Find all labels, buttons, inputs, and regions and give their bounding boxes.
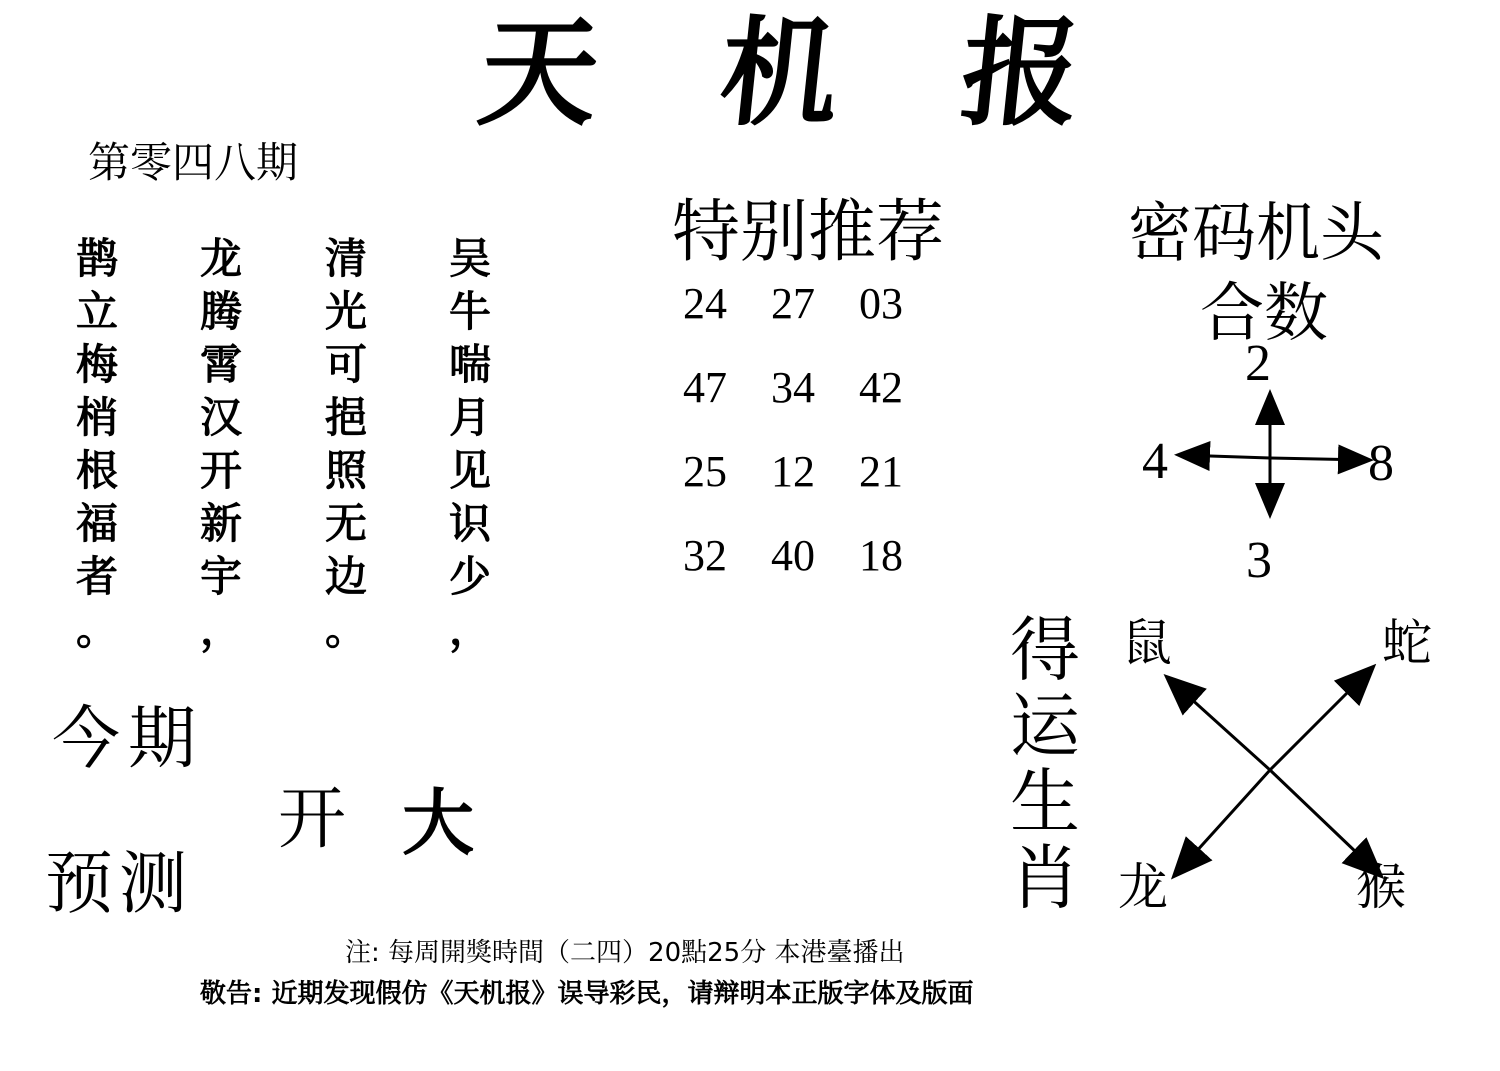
code-number-top: 2 — [1245, 335, 1271, 392]
poem-char: 腾 — [199, 287, 242, 336]
issue-number: 第零四八期 — [88, 138, 299, 187]
predict-label: 预测 — [45, 845, 194, 924]
poem-char: 边 — [324, 552, 367, 601]
arrow-up-right-icon — [1270, 668, 1372, 770]
newspaper-title — [472, 3, 1088, 142]
poem-column-1 — [62, 232, 132, 656]
zodiac-title — [1005, 609, 1085, 919]
code-head-title: 密码机头 — [1128, 197, 1384, 271]
recommend-number: 47 — [683, 363, 727, 412]
zodiac-dragon: 龙 — [1118, 858, 1168, 916]
poem-char: 月 — [448, 393, 491, 442]
poem-char: 可 — [324, 340, 367, 389]
recommend-number: 32 — [683, 531, 727, 580]
arrow-right-icon — [1270, 458, 1368, 460]
poem-char: 无 — [324, 499, 367, 548]
title-char-1: 天 — [472, 3, 606, 142]
recommend-numbers — [683, 280, 947, 580]
recommend-number: 12 — [771, 447, 815, 496]
arrow-up-left-icon — [1168, 678, 1270, 770]
poem-char: 者 — [75, 552, 118, 601]
poem-char: 立 — [75, 287, 118, 336]
zodiac-title-char: 肖 — [1010, 837, 1080, 919]
poem-column-4 — [435, 232, 505, 656]
poem-char: 霄 — [199, 340, 242, 389]
poem-char: 少 — [448, 552, 491, 601]
poem-char: ， — [199, 605, 242, 654]
poem-char: 。 — [324, 605, 367, 654]
poem-char: 见 — [448, 446, 491, 495]
poem-char: 清 — [324, 234, 367, 283]
recommend-number: 21 — [859, 447, 903, 496]
draw-time-note: 注: 每周開獎時間（二四）20點25分 本港臺播出 — [345, 938, 905, 968]
poem-char: 根 — [75, 446, 118, 495]
poem-char: 梅 — [75, 340, 118, 389]
zodiac-snake: 蛇 — [1382, 614, 1432, 672]
title-char-3: 报 — [954, 3, 1088, 142]
code-number-right: 8 — [1368, 435, 1394, 492]
code-number-bottom: 3 — [1246, 532, 1272, 589]
counterfeit-warning: 敬告: 近期发现假仿《天机报》误导彩民，请辩明本正版字体及版面 — [200, 979, 974, 1009]
poem-column-2 — [186, 232, 256, 656]
recommend-title: 特别推荐 — [672, 193, 945, 272]
code-number-left: 4 — [1142, 433, 1168, 490]
arrow-down-left-icon — [1175, 770, 1270, 875]
zodiac-title-char: 得 — [1010, 609, 1080, 691]
poem-char: 照 — [324, 446, 367, 495]
code-head-subtitle: 合数 — [1200, 277, 1328, 351]
zodiac-title-char: 生 — [1010, 761, 1080, 843]
arrow-left-icon — [1180, 455, 1270, 458]
open-value: 大 — [402, 780, 475, 865]
poem-char: 开 — [199, 446, 242, 495]
poem-char: 新 — [199, 499, 242, 548]
recommend-number: 42 — [859, 363, 903, 412]
open-label: 开 — [278, 780, 347, 859]
poem-char: 识 — [448, 499, 491, 548]
zodiac-rat: 鼠 — [1122, 614, 1172, 672]
poem-char: 光 — [324, 287, 367, 336]
poem-char: 。 — [75, 605, 118, 654]
recommend-number: 25 — [683, 447, 727, 496]
poem-char: 牛 — [448, 287, 491, 336]
zodiac-monkey: 猴 — [1356, 858, 1406, 916]
zodiac-title-char: 运 — [1010, 685, 1080, 767]
recommend-number: 18 — [859, 531, 903, 580]
today-label: 今期 — [52, 700, 205, 779]
zodiac-cross-arrows — [1150, 660, 1400, 890]
recommend-number: 24 — [683, 279, 727, 328]
poem-column-3 — [311, 232, 381, 656]
poem-char: 宇 — [199, 552, 242, 601]
recommend-number: 03 — [859, 279, 903, 328]
poem-char: 福 — [75, 499, 118, 548]
poem-char: 梢 — [75, 393, 118, 442]
code-cross-arrows — [1170, 385, 1380, 520]
poem-char: 龙 — [199, 234, 242, 283]
poem-char: ， — [448, 605, 491, 654]
recommend-number: 40 — [771, 531, 815, 580]
poem-char: 鹊 — [75, 234, 118, 283]
recommend-number: 34 — [771, 363, 815, 412]
poem-char: 汉 — [199, 393, 242, 442]
poem-char: 挹 — [324, 393, 367, 442]
poem-char: 吴 — [448, 234, 491, 283]
title-char-2: 机 — [713, 3, 847, 142]
poem-char: 喘 — [448, 340, 491, 389]
recommend-number: 27 — [771, 279, 815, 328]
